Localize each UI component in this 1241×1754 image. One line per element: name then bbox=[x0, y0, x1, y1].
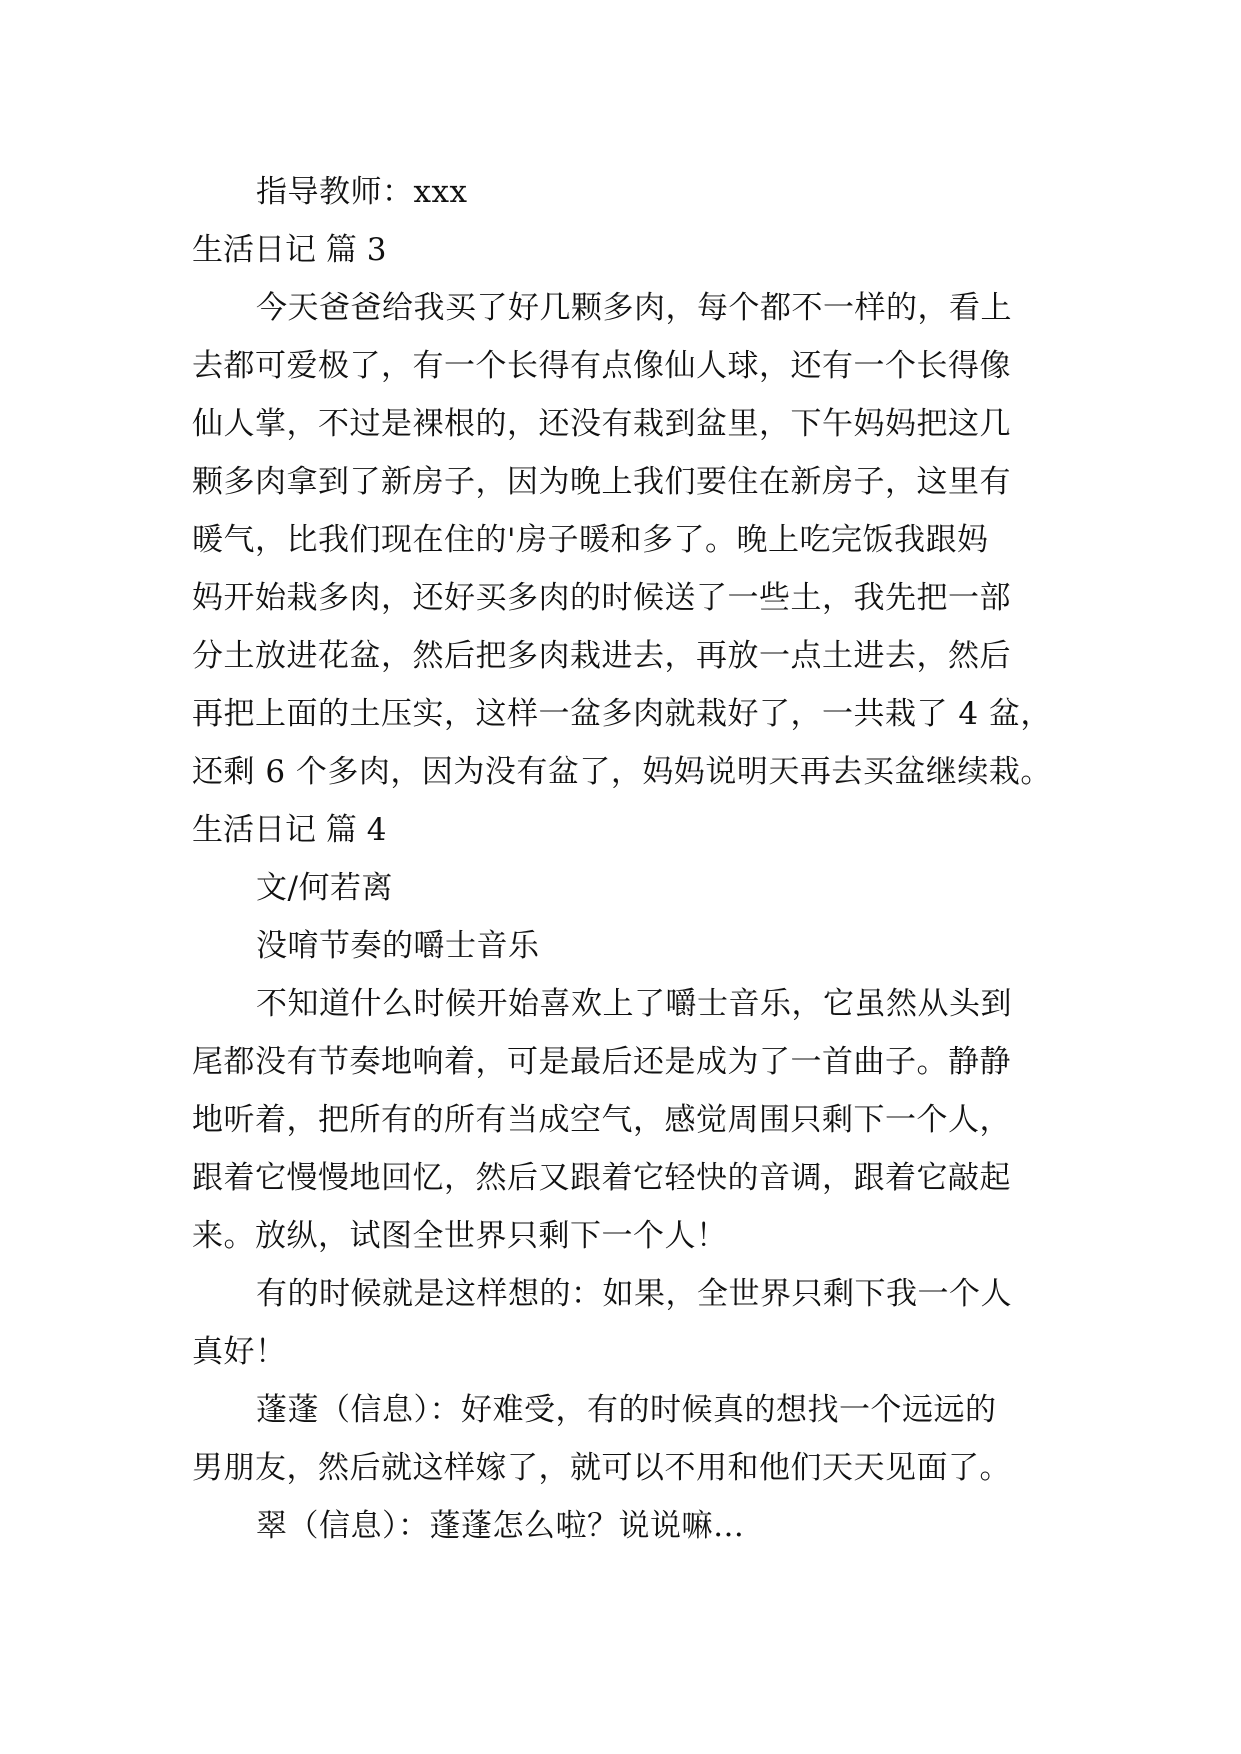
paragraph-alone bbox=[192, 1265, 1058, 1381]
section-heading-3: 生活日记 篇 3 bbox=[192, 232, 387, 268]
paragraph-pengpeng-message bbox=[192, 1381, 1058, 1497]
text-line: 暖气，比我们现在住的'房子暖和多了。晚上吃完饭我跟妈 bbox=[192, 522, 989, 558]
text-line: 男朋友，然后就这样嫁了，就可以不用和他们天天见面了。 bbox=[192, 1450, 1011, 1486]
text-line: 分土放进花盆，然后把多肉栽进去，再放一点土进去，然后 bbox=[192, 638, 1011, 674]
article-title: 没唷节奏的嚼士音乐 bbox=[256, 928, 540, 964]
advisor-line: 指导教师：xxx bbox=[256, 174, 468, 210]
text-line: 有的时候就是这样想的：如果，全世界只剩下我一个人 bbox=[256, 1276, 1012, 1312]
author-line: 文/何若离 bbox=[256, 870, 393, 906]
text-line: 还剩 6 个多肉，因为没有盆了，妈妈说明天再去买盆继续栽。 bbox=[192, 754, 1052, 790]
text-line: 今天爸爸给我买了好几颗多肉，每个都不一样的，看上 bbox=[256, 290, 1012, 326]
text-line: 仙人掌，不过是裸根的，还没有栽到盆里，下午妈妈把这几 bbox=[192, 406, 1011, 442]
text-line: 真好！ bbox=[192, 1334, 287, 1370]
text-line: 再把上面的土压实，这样一盆多肉就栽好了，一共栽了 4 盆， bbox=[192, 696, 1052, 732]
text-line: 尾都没有节奏地响着，可是最后还是成为了一首曲子。静静 bbox=[192, 1044, 1011, 1080]
text-line: 蓬蓬（信息）：好难受，有的时候真的想找一个远远的 bbox=[256, 1392, 997, 1428]
text-line: 跟着它慢慢地回忆，然后又跟着它轻快的音调，跟着它敲起 bbox=[192, 1160, 1011, 1196]
document-body bbox=[192, 163, 1058, 1555]
text-line: 来。放纵，试图全世界只剩下一个人！ bbox=[192, 1218, 728, 1254]
section-heading-4: 生活日记 篇 4 bbox=[192, 812, 387, 848]
text-line: 颗多肉拿到了新房子，因为晚上我们要住在新房子，这里有 bbox=[192, 464, 1011, 500]
text-line: 妈开始栽多肉，还好买多肉的时候送了一些土，我先把一部 bbox=[192, 580, 1011, 616]
text-line: 地听着，把所有的所有当成空气，感觉周围只剩下一个人， bbox=[192, 1102, 1011, 1138]
text-line: 去都可爱极了，有一个长得有点像仙人球，还有一个长得像 bbox=[192, 348, 1011, 384]
text-line: 不知道什么时候开始喜欢上了嚼士音乐，它虽然从头到 bbox=[256, 986, 1012, 1022]
cui-message: 翠（信息）：蓬蓬怎么啦？说说嘛… bbox=[256, 1508, 745, 1544]
paragraph-succulents bbox=[192, 279, 1058, 801]
paragraph-jazz bbox=[192, 975, 1058, 1265]
